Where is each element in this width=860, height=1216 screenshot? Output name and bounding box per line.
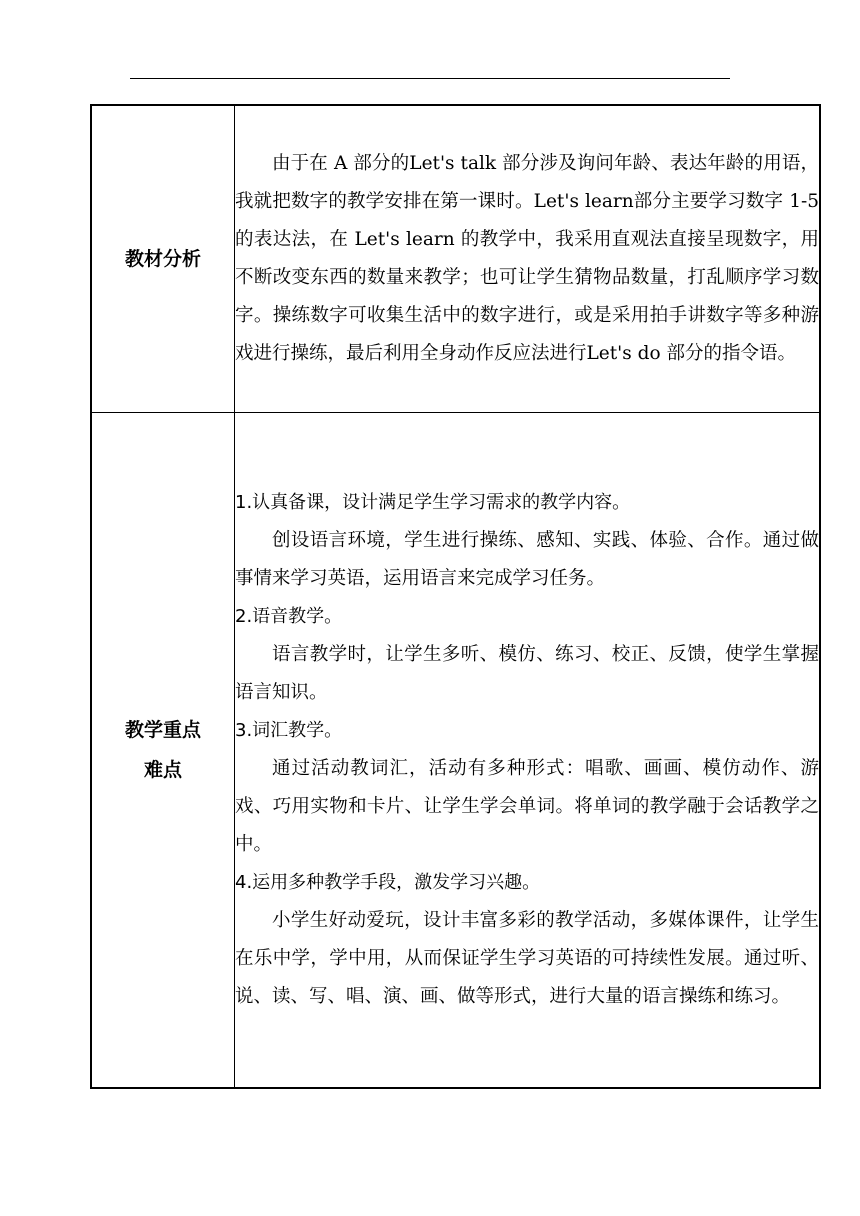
row-label-line-2: 难点 — [143, 759, 182, 781]
row-label-line-1: 教学重点 — [124, 719, 201, 741]
row-content-textbook-analysis — [235, 105, 821, 413]
item-4-heading: 4.运用多种教学手段，激发学习兴趣。 — [235, 872, 541, 893]
row-label-textbook-analysis — [91, 105, 235, 413]
row-label-text: 教材分析 — [124, 248, 201, 270]
item-1-body: 创设语言环境，学生进行操练、感知、实践、体验、合作。通过做事情来学习英语，运用语言来完成学习任务。 — [235, 530, 819, 589]
row-label-key-points — [91, 413, 235, 1089]
table-row-key-points — [91, 413, 820, 1089]
analysis-paragraph: 由于在 A 部分的Let's talk 部分涉及询问年龄、表达年龄的用语，我就把数字的教学安排在第一课时。Let's learn部分主要学习数字 1-5 的表达法，在 Let's learn 的教学中，我采用直观法直接呈现数字，用不断改变东西的数量来教学；也可让学生猜物品数量，打乱顺序学习数字。操练数字可收集生活中的数字进行，或是采用拍手讲数字等多种游戏进行操练，最后利用全身动作反应法进行Let's do 部分的指令语。 — [235, 153, 819, 364]
item-2-heading: 2.语音教学。 — [235, 606, 343, 627]
item-3-body: 通过活动教词汇，活动有多种形式：唱歌、画画、模仿动作、游戏、巧用实物和卡片、让学生学会单词。将单词的教学融于会话教学之中。 — [235, 758, 819, 855]
item-3-heading: 3.词汇教学。 — [235, 720, 343, 741]
row-content-key-points — [235, 413, 821, 1089]
lesson-plan-table — [90, 104, 821, 1089]
item-2-body: 语言教学时，让学生多听、模仿、练习、校正、反馈，使学生掌握语言知识。 — [235, 644, 819, 703]
item-4-body: 小学生好动爱玩，设计丰富多彩的教学活动，多媒体课件，让学生在乐中学，学中用，从而保证学生学习英语的可持续性发展。通过听、说、读、写、唱、演、画、做等形式，进行大量的语言操练和练习。 — [235, 910, 819, 1007]
header-rule — [130, 78, 730, 79]
item-1-heading: 1.认真备课，设计满足学生学习需求的教学内容。 — [235, 492, 631, 513]
table-row-textbook-analysis — [91, 105, 820, 413]
